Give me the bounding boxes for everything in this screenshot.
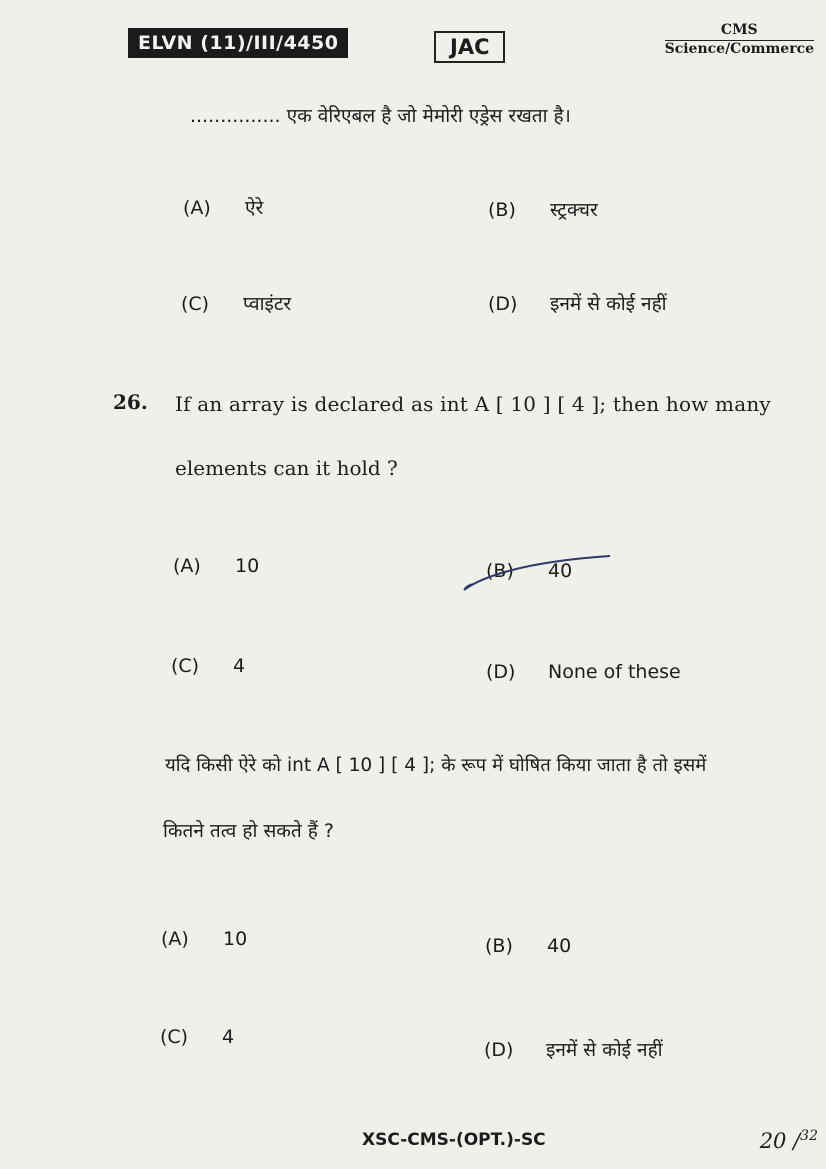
q25-option-a — [183, 194, 263, 220]
q26-hindi-option-a — [161, 928, 247, 950]
option-text: 4 — [233, 655, 246, 677]
q26-text-line1: If an array is declared as int A [ 10 ] [ 4 ]; then how many — [175, 392, 771, 416]
option-label: (C) — [171, 655, 200, 677]
option-text: 40 — [547, 935, 572, 957]
option-text: इनमें से कोई नहीं — [550, 293, 667, 315]
q25-option-c — [181, 290, 291, 316]
option-label: (B) — [486, 560, 514, 582]
q25-option-d — [488, 290, 667, 316]
option-label: (A) — [173, 555, 201, 577]
option-label: (B) — [488, 199, 516, 221]
option-label: (D) — [484, 1039, 514, 1061]
board-name: JAC — [434, 31, 505, 63]
page-current: 20 / — [759, 1129, 801, 1153]
option-text: ऐरे — [245, 197, 264, 219]
option-text: 10 — [235, 555, 260, 577]
q26-hindi-line2: कितने तत्व हो सकते हैं ? — [163, 820, 334, 842]
paper-code: ELVN (11)/III/4450 — [128, 28, 348, 58]
option-label: (A) — [183, 197, 211, 219]
q26-option-a — [173, 555, 259, 577]
footer-code: XSC-CMS-(OPT.)-SC — [362, 1130, 546, 1150]
option-text: स्ट्रक्चर — [550, 199, 598, 221]
q26-hindi-option-d — [484, 1036, 663, 1062]
option-label: (D) — [488, 293, 518, 315]
option-label: (C) — [160, 1026, 189, 1048]
q26-hindi-option-c — [160, 1026, 234, 1048]
option-text: 4 — [222, 1026, 235, 1048]
q26-hindi-line1: यदि किसी ऐरे को int A [ 10 ] [ 4 ]; के रूप में घोषित किया जाता है तो इसमें — [165, 755, 707, 776]
option-label: (A) — [161, 928, 189, 950]
option-text: 10 — [223, 928, 248, 950]
stream-top: CMS — [665, 22, 814, 41]
pen-mark-icon — [460, 548, 620, 598]
option-label: (D) — [486, 661, 516, 683]
q26-option-d — [486, 661, 681, 683]
option-label: (C) — [181, 293, 210, 315]
option-text: 40 — [548, 560, 573, 582]
q25-option-b — [488, 196, 598, 222]
page-number — [760, 1128, 818, 1153]
option-text: इनमें से कोई नहीं — [546, 1039, 663, 1061]
stream-bottom: Science/Commerce — [664, 41, 814, 57]
stream-label — [665, 22, 814, 58]
q26-text-line2: elements can it hold ? — [175, 456, 398, 480]
option-label: (B) — [485, 935, 513, 957]
page-total: 32 — [800, 1128, 818, 1144]
q26-number: 26. — [113, 390, 148, 414]
q26-hindi-option-b — [485, 935, 571, 957]
option-text: प्वाइंटर — [243, 293, 292, 315]
option-text: None of these — [548, 661, 681, 683]
q26-option-c — [171, 655, 245, 677]
q25-hindi-text: ............... एक वेरिएबल है जो मेमोरी एड्रेस रखता है। — [190, 105, 571, 127]
